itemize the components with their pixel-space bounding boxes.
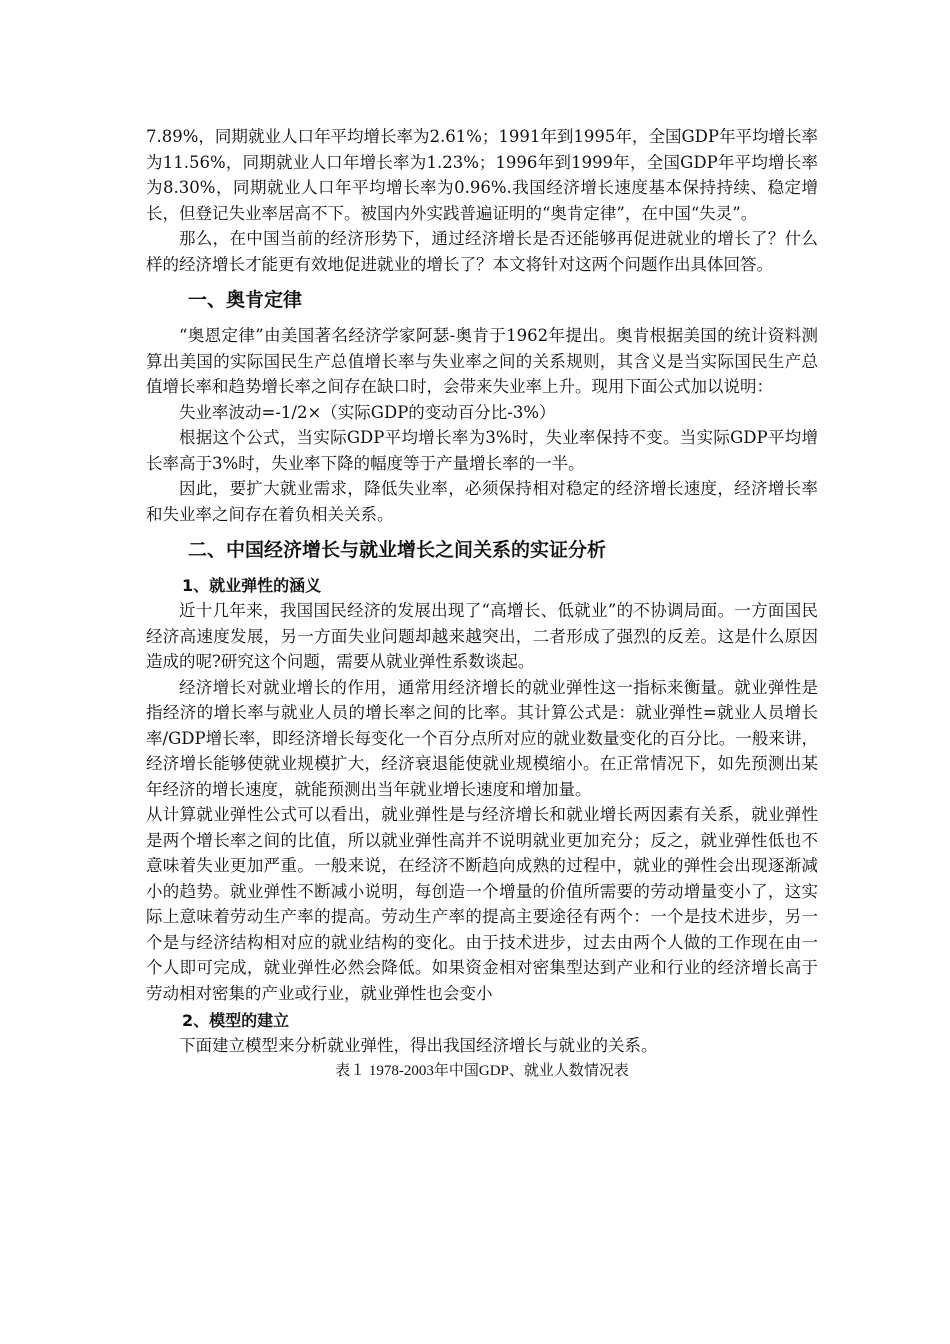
section-heading-empirical: 二、中国经济增长与就业增长之间关系的实证分析 xyxy=(188,539,607,561)
subheading-model: 2、模型的建立 xyxy=(182,1011,290,1030)
model-paragraph-1: 下面建立模型来分析就业弹性，得出我国经济增长与就业的关系。 xyxy=(179,1036,658,1055)
section-heading-okun: 一、奥肯定律 xyxy=(188,289,303,311)
intro-paragraph-2: 那么，在中国当前的经济形势下，通过经济增长是否还能够再促进就业的增长了？什么样的经济增长才能更有效地促进就业的增长了？本文将针对这两个问题作出具体回答。 xyxy=(146,229,818,274)
elasticity-paragraph-2: 经济增长对就业增长的作用，通常用经济增长的就业弹性这一指标来衡量。就业弹性是指经济的增长率与就业人员的增长率之间的比率。其计算公式是：就业弹性=就业人员增长率/GDP增长率，即经济增长每变化一个百分点所对应的就业数量变化的百分比。一般来讲，经济增长能够使就业规模扩大，经济衰退能使就业规模缩小。在正常情况下，如先预测出某年经济的增长速度，就能预测出当年就业增长速度和增加量。 xyxy=(146,677,818,799)
okun-paragraph-1: “奥恩定律”由美国著名经济学家阿瑟-奥肯于1962年提出。奥肯根据美国的统计资料测算出美国的实际国民生产总值增长率与失业率之间的关系规则，其含义是当实际国民生产总值增长率和趋势增长率之间存在缺口时，会带来失业率上升。现用下面公式加以说明： xyxy=(146,326,818,396)
elasticity-paragraph-3: 从计算就业弹性公式可以看出，就业弹性是与经济增长和就业增长两因素有关系，就业弹性是两个增长率之间的比值，所以就业弹性高并不说明就业更加充分；反之，就业弹性低也不意味着失业更加严重。一般来说，在经济不断趋向成熟的过程中，就业的弹性会出现逐渐减小的趋势。就业弹性不断减小说明，每创造一个增量的价值所需要的劳动增量变小了，这实际上意味着劳动生产率的提高。劳动生产率的提高主要途径有两个：一个是技术进步，另一个是与经济结构相对应的就业结构的变化。由于技术进步，过去由两个人做的工作现在由一个人即可完成，就业弹性必然会降低。如果资金相对密集型达到产业和行业的经济增长高于劳动相对密集的产业或行业，就业弹性也会变小 xyxy=(146,805,818,1003)
intro-paragraph-1: 7.89%，同期就业人口年平均增长率为2.61%；1991年到1995年，全国GDP年平均增长率为11.56%，同期就业人口年增长率为1.23%；1996年到1999年，全国GDP年平均增长率为8.30%，同期就业人口年平均增长率为0.96%.我国经济增长速度基本保持持续、稳定增长，但登记失业率居高不下。被国内外实践普遍证明的“奥肯定律”，在中国“失灵”。 xyxy=(146,127,818,223)
okun-paragraph-2: 根据这个公式，当实际GDP平均增长率为3%时，失业率保持不变。当实际GDP平均增长率高于3%时，失业率下降的幅度等于产量增长率的一半。 xyxy=(146,428,818,473)
okun-paragraph-3: 因此，要扩大就业需求，降低失业率，必须保持相对稳定的经济增长速度，经济增长率和失业率之间存在着负相关关系。 xyxy=(146,479,818,524)
okun-formula: 失业率波动=-1/2×（实际GDP的变动百分比-3%） xyxy=(179,402,556,422)
document-page xyxy=(146,124,818,1083)
table-caption: 表１ 1978-2003年中国GDP、就业人数情况表 xyxy=(335,1062,629,1079)
subheading-elasticity: 1、就业弹性的涵义 xyxy=(182,576,322,595)
elasticity-paragraph-1: 近十几年来，我国国民经济的发展出现了“高增长、低就业”的不协调局面。一方面国民经济高速度发展，另一方面失业问题却越来越突出，二者形成了强烈的反差。这是什么原因造成的呢?研究这个问题，需要从就业弹性系数谈起。 xyxy=(146,601,818,671)
